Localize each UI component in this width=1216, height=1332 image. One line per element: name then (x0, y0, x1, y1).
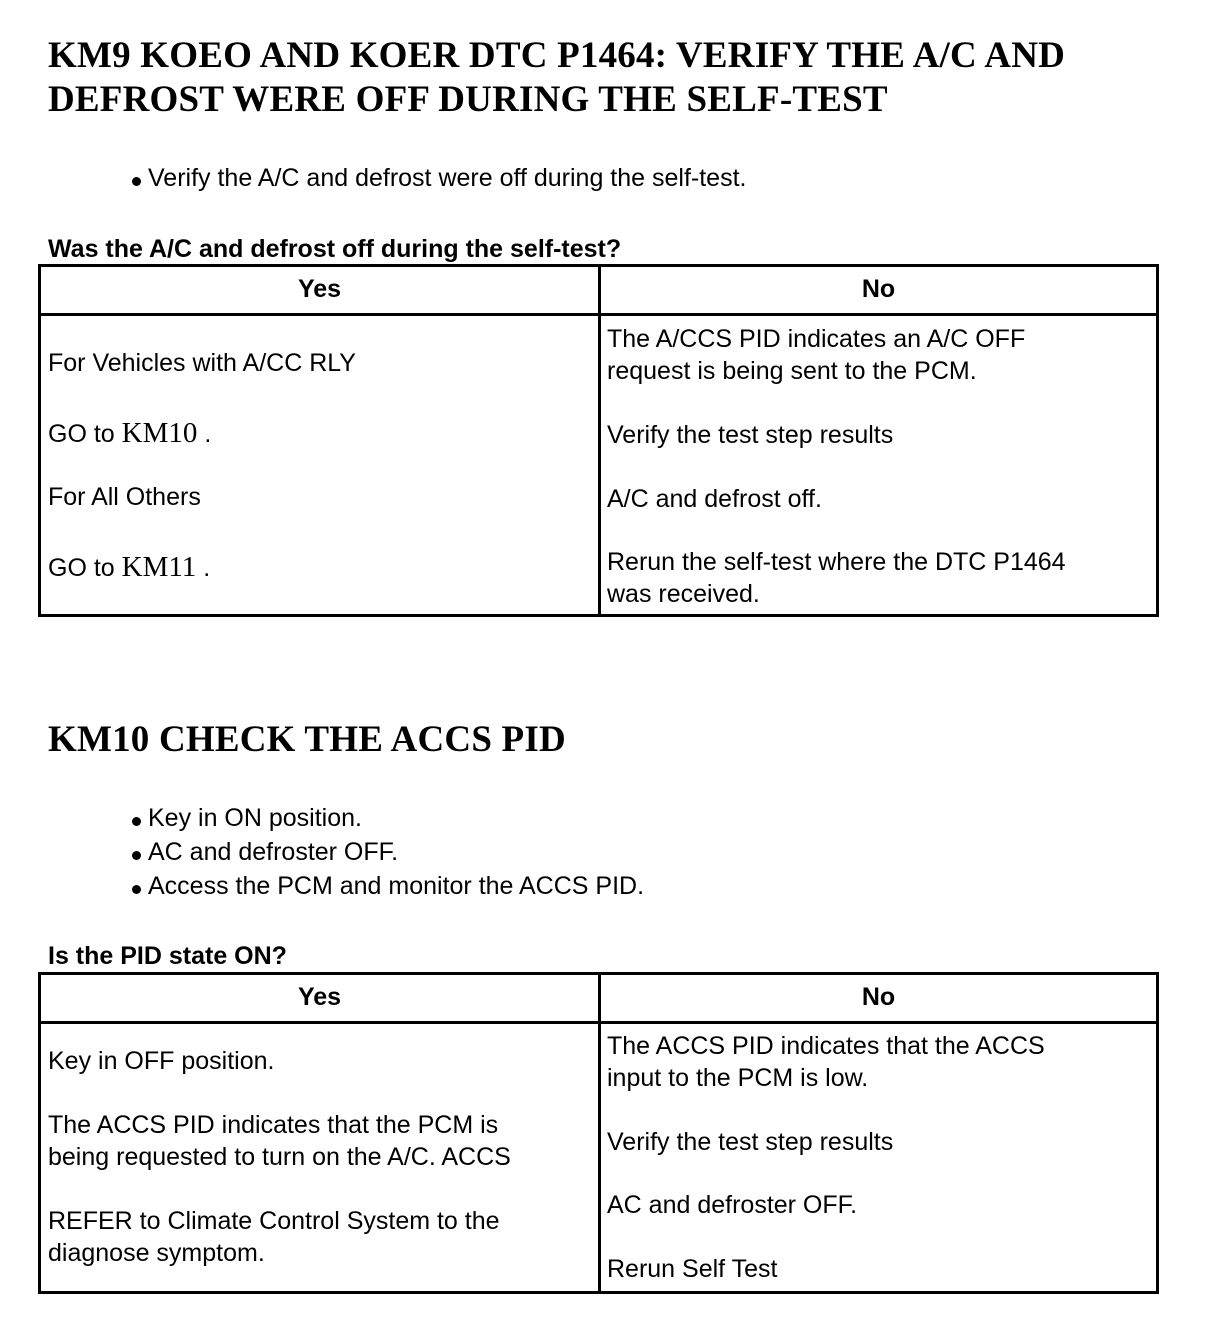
no-text: Verify the test step results (607, 421, 894, 449)
section2-bullet-list (130, 801, 644, 903)
no-text-line: The A/CCS PID indicates an A/C OFF (607, 325, 1026, 353)
yes-text: Key in OFF position. (48, 1047, 275, 1075)
yes-condition-text: For Vehicles with A/CC RLY (48, 349, 356, 377)
no-text-line: The ACCS PID indicates that the ACCS (607, 1032, 1045, 1060)
no-text (607, 1030, 1045, 1094)
section1-result-table (38, 264, 1159, 617)
goto-prefix: GO to (48, 420, 122, 448)
list-item: Access the PCM and monitor the ACCS PID. (130, 869, 644, 903)
section2-question: Is the PID state ON? (48, 942, 287, 970)
yes-goto-line (48, 417, 211, 450)
no-text: Verify the test step results (607, 1128, 894, 1156)
yes-text-line: diagnose symptom. (48, 1239, 265, 1267)
no-text: A/C and defrost off. (607, 485, 822, 513)
no-text: Rerun Self Test (607, 1255, 778, 1283)
yes-column-header: Yes (297, 275, 342, 303)
goto-km11-link[interactable]: KM11 (121, 551, 197, 583)
yes-text-line: being requested to turn on the A/C. ACCS (48, 1143, 511, 1171)
section1-title-line1: KM9 KOEO AND KOER DTC P1464: VERIFY THE A/C AND (48, 35, 1066, 76)
section1-title-line2: DEFROST WERE OFF DURING THE SELF-TEST (48, 79, 888, 120)
list-item: Key in ON position. (130, 801, 644, 835)
no-text-line: input to the PCM is low. (607, 1064, 869, 1092)
no-text-line: was received. (607, 580, 760, 608)
yes-column-header: Yes (297, 983, 342, 1011)
section1-title (48, 34, 1168, 122)
list-item: Verify the A/C and defrost were off during the self-test. (130, 161, 746, 195)
no-text-line: Rerun the self-test where the DTC P1464 (607, 548, 1066, 576)
goto-prefix: GO to (48, 554, 122, 582)
section1-question: Was the A/C and defrost off during the self-test? (48, 235, 622, 263)
header-divider (41, 313, 1156, 316)
yes-text (48, 1205, 500, 1269)
no-text-line: request is being sent to the PCM. (607, 357, 977, 385)
no-column-header: No (861, 983, 896, 1011)
column-divider (598, 267, 601, 614)
list-item: AC and defroster OFF. (130, 835, 644, 869)
section2-title: KM10 CHECK THE ACCS PID (48, 719, 566, 760)
yes-text (48, 1109, 511, 1173)
header-divider (41, 1021, 1156, 1024)
goto-suffix: . (197, 420, 212, 448)
yes-goto-line (48, 551, 210, 584)
goto-suffix: . (196, 554, 211, 582)
section1-bullet-list (130, 161, 746, 195)
no-text: AC and defroster OFF. (607, 1191, 858, 1219)
yes-condition-text: For All Others (48, 483, 201, 511)
goto-km10-link[interactable]: KM10 (121, 417, 198, 449)
yes-text-line: REFER to Climate Control System to the (48, 1207, 500, 1235)
no-text (607, 323, 1025, 387)
no-column-header: No (861, 275, 896, 303)
yes-text-line: The ACCS PID indicates that the PCM is (48, 1111, 499, 1139)
section2-result-table (38, 972, 1159, 1294)
no-text (607, 546, 1066, 610)
